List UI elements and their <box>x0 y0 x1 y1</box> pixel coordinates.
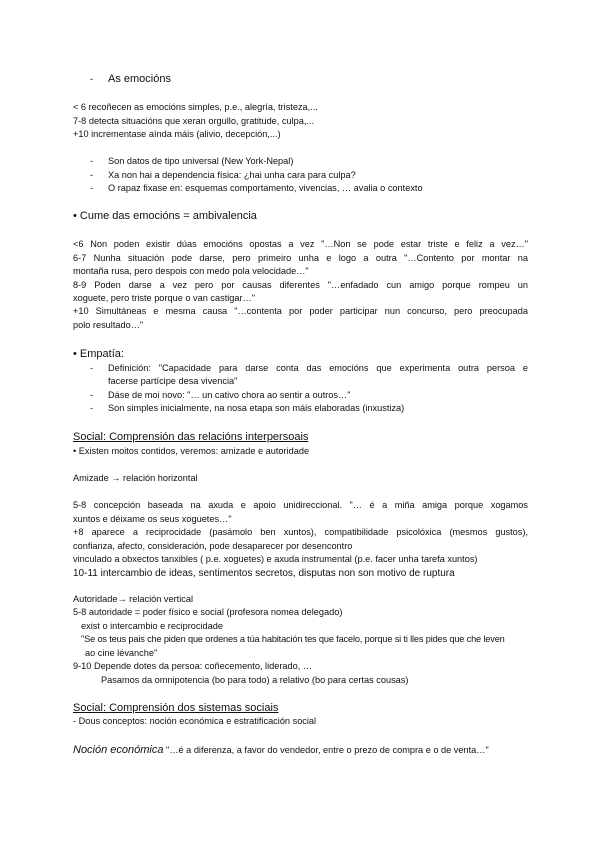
text-line: vinculado a obxectos tanxibles ( p.e. xoguetes) e axuda instrumental (p.e. facer unha tarefa xuntos) <box>73 554 478 564</box>
text-line: +10 incrementase aínda máis (alivio, decepción,...) <box>73 129 281 139</box>
text-line: polo resultado…" <box>73 320 144 330</box>
text-line: 6-7 Nunha situación pode darse, pero primeiro unha e logo a outra "…Contento por montar na <box>73 253 528 263</box>
text-line: 9-10 Depende dotes da persoa: coñecemento, liderado, … <box>73 661 313 671</box>
nocion-economica-label: Noción económica <box>73 744 164 756</box>
section-title-ambivalencia: • Cume das emocións = ambivalencia <box>73 210 257 222</box>
nocion-economica-line <box>73 745 489 756</box>
text-line: +10 Simultáneas e mesma causa "…contenta por poder participar nun concurso, pero preocupada <box>73 306 528 316</box>
text-line: <6 Non poden existir dúas emocións opostas a vez "…Non se pode estar triste e feliz a vez…" <box>73 239 528 249</box>
dash-marker: - <box>90 74 94 84</box>
section-title-empatia: • Empatía: <box>73 348 124 360</box>
text-line: confianza, afecto, consideración, pode desaparecer por desencontro <box>73 541 353 551</box>
empatia-item: Son simples inicialmente, na nosa etapa son máis elaboradas (inxustiza) <box>108 403 405 413</box>
section-heading-sistemas: Social: Comprensión dos sistemas sociais <box>73 702 279 714</box>
section-intro: • Existen moitos contidos, veremos: amizade e autoridade <box>73 446 310 456</box>
bullet-item: O rapaz fixase en: esquemas comportamento, vivencias, … avalia o contexto <box>108 183 423 193</box>
empatia-item: facerse partícipe desa vivencia" <box>108 376 238 386</box>
dash-marker: - <box>90 156 94 166</box>
dash-marker: - <box>90 403 94 413</box>
section-intro: - Dous conceptos: noción económica e estratificación social <box>73 716 317 726</box>
text-line: 5-8 autoridade = poder físico e social (profesora nomea delegado) <box>73 607 343 617</box>
dash-marker: - <box>90 170 94 180</box>
text-line: 7-8 detecta situacións que xeran orgullo, gratitude, culpa,... <box>73 116 315 126</box>
text-line: xoguete, pero triste porque o van castigar…" <box>73 293 256 303</box>
text-line: 10-11 intercambio de ideas, sentimentos secretos, disputas non son motivo de ruptura <box>73 568 455 579</box>
empatia-item: Dáse de moi novo: "… un cativo chora ao sentir a outros…" <box>108 390 351 400</box>
text-line: 5-8 concepción baseada na axuda e apoio unidireccional. "… é a miña amiga porque xogamos <box>73 500 528 510</box>
text-line: ao cine lévanche" <box>85 648 158 658</box>
section-heading-relacions: Social: Comprensión das relacións interpersoais <box>73 431 309 443</box>
text-line: montaña rusa, pero despois con medo pola velocidade…" <box>73 266 309 276</box>
bullet-item: Xa non hai a dependencia física: ¿hai unha cara para culpa? <box>108 170 356 180</box>
empatia-item: Definición: "Capacidade para darse conta das emocións que experimenta outra persoa e <box>108 363 528 373</box>
subsection-title-amizade: Amizade → relación horizontal <box>73 473 198 483</box>
bullet-item: Son datos de tipo universal (New York-Nepal) <box>108 156 294 166</box>
dash-marker: - <box>90 183 94 193</box>
text-line: < 6 recoñecen as emocións simples, p.e., alegría, tristeza,... <box>73 102 318 112</box>
text-line: "Se os teus pais che piden que ordenes a túa habitación tes que facelo, porque si ti lles pides que che leven <box>81 634 505 644</box>
text-line: +8 aparece a reciprocidade (pasámolo ben xuntos), compatibilidade psicolóxica (mesmos gustos), <box>73 527 528 537</box>
subsection-title-autoridade: Autoridade→ relación vertical <box>73 594 194 604</box>
dash-marker: - <box>90 363 94 373</box>
text-line: exist o intercambio e reciprocidade <box>81 621 223 631</box>
text-line: 8-9 Poden darse a vez pero por causas diferentes "…enfadado cun amigo porque rompeu un <box>73 280 528 290</box>
dash-marker: - <box>90 390 94 400</box>
nocion-economica-text: "…é a diferenza, a favor do vendedor, entre o prezo de compra e o de venta…" <box>163 745 489 755</box>
section-title-emocions: As emocións <box>108 73 171 85</box>
text-line: Pasamos da omnipotencia (bo para todo) a relativo (bo para certas cousas) <box>101 675 409 685</box>
text-line: xuntos e déixame os seus xoguetes…" <box>73 514 232 524</box>
